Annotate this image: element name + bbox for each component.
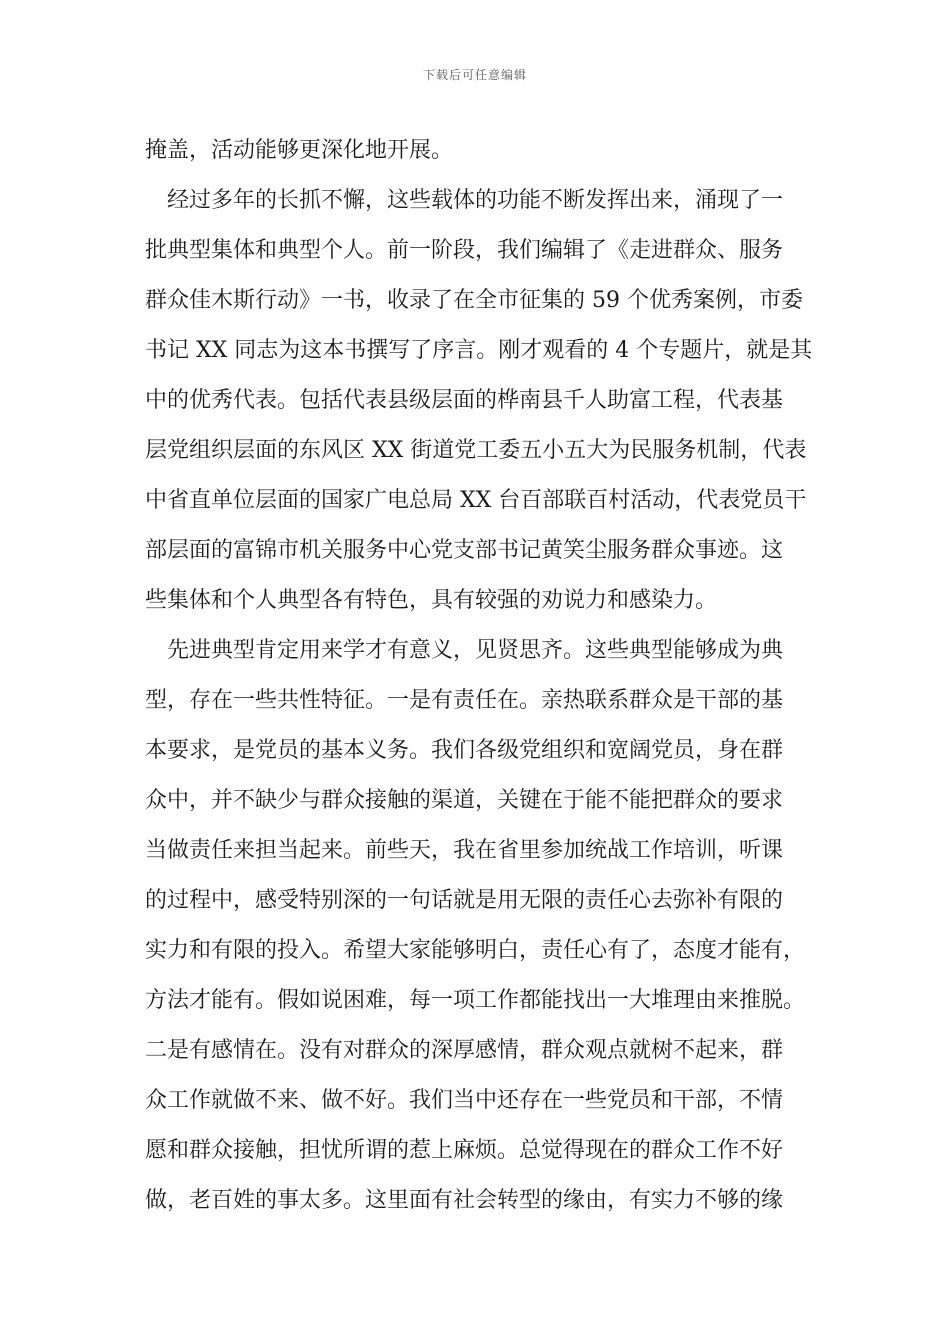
text-line: 众工作就做不来、做不好。我们当中还存在一些党员和干部，不情 bbox=[145, 1088, 784, 1113]
text-line: 二是有感情在。没有对群众的深厚感情，群众观点就树不起来，群 bbox=[145, 1038, 784, 1063]
text-line: 掩盖，活动能够更深化地开展。 bbox=[145, 138, 454, 163]
text-line: 些集体和个人典型各有特色，具有较强的劝说力和感染力。 bbox=[145, 588, 718, 613]
text-line: 群众佳木斯行动》一书，收录了在全市征集的 59 个优秀案例，市委 bbox=[145, 288, 803, 313]
text-line: 书记 XX 同志为这本书撰写了序言。刚才观看的 4 个专题片，就是其 bbox=[145, 338, 813, 363]
text-line: 中的优秀代表。包括代表县级层面的桦南县千人助富工程，代表基 bbox=[145, 388, 784, 413]
text-line: 实力和有限的投入。希望大家能够明白，责任心有了，态度才能有， bbox=[145, 938, 806, 963]
text-line: 层党组织层面的东风区 XX 街道党工委五小五大为民服务机制，代表 bbox=[145, 438, 807, 463]
text-line: 先进典型肯定用来学才有意义，见贤思齐。这些典型能够成为典 bbox=[167, 638, 784, 663]
text-line: 的过程中，感受特别深的一句话就是用无限的责任心去弥补有限的 bbox=[145, 888, 784, 913]
page-header: 下载后可任意编辑 bbox=[422, 68, 527, 82]
text-line: 经过多年的长抓不懈，这些载体的功能不断发挥出来，涌现了一 bbox=[167, 188, 784, 213]
text-line: 方法才能有。假如说困难，每一项工作都能找出一大堆理由来推脱。 bbox=[145, 988, 806, 1013]
text-line: 愿和群众接触，担忧所谓的惹上麻烦。总觉得现在的群众工作不好 bbox=[145, 1138, 784, 1163]
document-body bbox=[145, 126, 815, 1226]
text-line: 部层面的富锦市机关服务中心党支部书记黄笑尘服务群众事迹。这 bbox=[145, 538, 784, 563]
text-line: 中省直单位层面的国家广电总局 XX 台百部联百村活动，代表党员干 bbox=[145, 488, 807, 513]
text-line: 本要求，是党员的基本义务。我们各级党组织和宽阔党员，身在群 bbox=[145, 738, 784, 763]
text-line: 批典型集体和典型个人。前一阶段，我们编辑了《走进群众、服务 bbox=[145, 238, 784, 263]
text-line: 做，老百姓的事太多。这里面有社会转型的缘由，有实力不够的缘 bbox=[145, 1188, 784, 1213]
text-line: 型，存在一些共性特征。一是有责任在。亲热联系群众是干部的基 bbox=[145, 688, 784, 713]
text-line: 当做责任来担当起来。前些天，我在省里参加统战工作培训，听课 bbox=[145, 838, 784, 863]
text-line: 众中，并不缺少与群众接触的渠道，关键在于能不能把群众的要求 bbox=[145, 788, 784, 813]
